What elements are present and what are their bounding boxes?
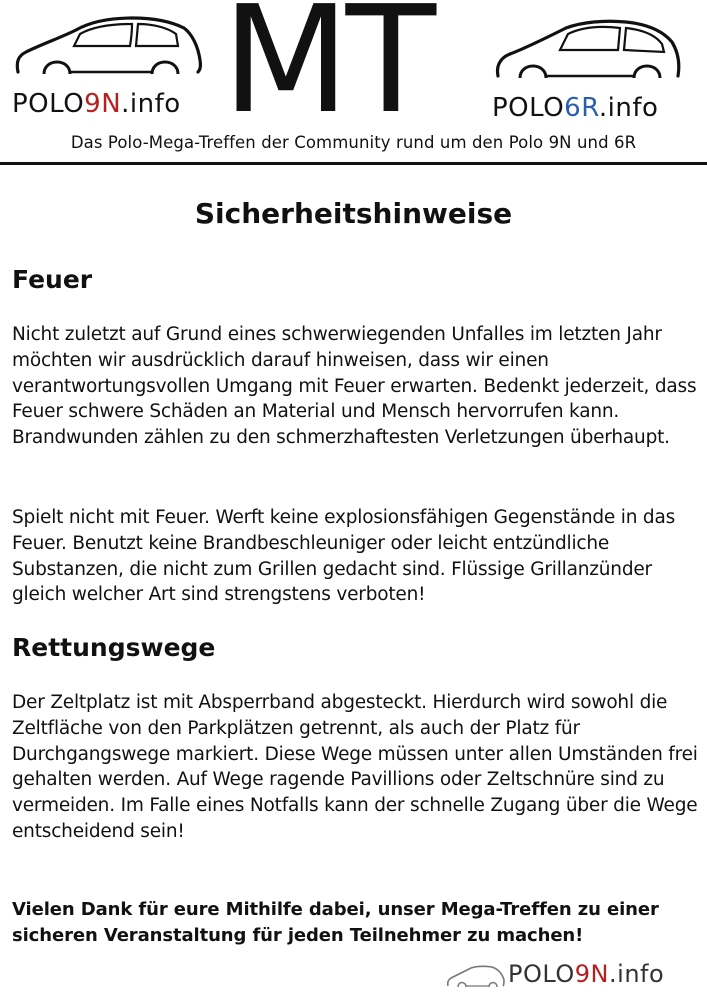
car-icon <box>14 12 204 84</box>
paragraph: Nicht zuletzt auf Grund eines schwerwiegenden Unfalles im letzten Jahr möchten wir ausdrücklich darauf hinweisen, dass wir einen verantwortungsvollen Umgang mit Feuer erwarten. Bedenkt jederzeit, dass Feuer schwere Schäden an Material und Mensch hervorrufen kann. Brandwunden zählen zu den schmerzhaftesten Verletzungen überhaupt. <box>12 324 697 449</box>
footer-logo: POLO9N.info <box>446 958 696 994</box>
page-header <box>0 0 707 168</box>
section-heading-feuer: Feuer <box>12 265 93 294</box>
polo6r-logo: POLO6R.info <box>492 93 659 123</box>
closing-note: Vielen Dank für eure Mithilfe dabei, unser Mega-Treffen zu einer sicheren Veranstaltung für jeden Teilnehmer zu machen! <box>12 899 659 946</box>
car-icon <box>446 964 506 990</box>
paragraph: Spielt nicht mit Feuer. Werft keine explosionsfähigen Gegenstände in das Feuer. Benutzt keine Brandbeschleuniger oder leicht entzündliche Substanzen, die nicht zum Grillen gedacht sind. Flüssige Grillanzünder gleich welcher Art sind strengstens verboten! <box>12 507 676 606</box>
polo9n-logo: POLO9N.info <box>12 89 181 119</box>
page-title: Sicherheitshinweise <box>194 197 513 230</box>
paragraph: Der Zeltplatz ist mit Absperrband abgesteckt. Hierdurch wird sowohl die Zeltfläche von den Parkplätzen getrennt, als auch der Platz für Durchgangswege markiert. Diese Wege müssen unter allen Umständen frei gehalten werden. Auf Wege ragende Pavillions oder Zeltschnüre sind zu vermeiden. Im Falle eines Notfalls kann der schnelle Zugang über die Wege entscheidend sein! <box>12 692 698 842</box>
tagline: Das Polo-Mega-Treffen der Community rund um den Polo 9N und 6R <box>70 133 637 152</box>
event-title-logo: MT <box>222 0 433 146</box>
header-divider <box>0 162 707 165</box>
section-heading-rettungswege: Rettungswege <box>12 633 216 662</box>
car-icon <box>494 14 684 90</box>
